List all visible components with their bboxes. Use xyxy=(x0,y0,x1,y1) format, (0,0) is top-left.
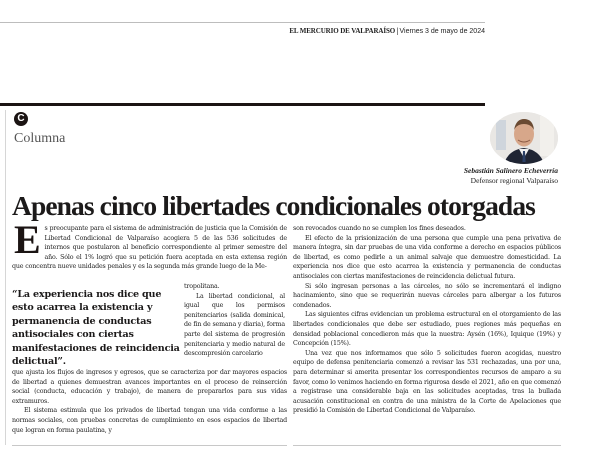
masthead-separator: | xyxy=(396,27,399,35)
column-badge-icon: C xyxy=(14,112,28,126)
paragraph: Si sólo ingresan personas a las cárceles, no sólo se incrementará el indigno hacinamiento, sino que se requerirán nuevas cárceles para albergar a los futuros condenados. xyxy=(293,282,561,309)
pull-quote: “La experiencia nos dice que esto acarrea la existencia y permanencia de conductas antisociales con ciertas manifestaciones de reincidencia delictual”. xyxy=(12,289,180,368)
top-divider xyxy=(0,22,485,23)
paragraph-continued: que ajusta los flujos de ingresos y egresos, que se caracteriza por dar mayores espacios de libertad a quienes demuestran avances importantes en el proceso de reinserción social (conducta, educación y trabajo), de manera de prepararlos para sus vidas extramuros. xyxy=(12,369,287,405)
author-name: Sebastián Salinero Echeverría xyxy=(463,166,558,175)
paragraph: La libertad condicional, al igual que los permisos penitenciarios (salida dominical, de fin de semana y diaria), forma parte del sistema de progresión penitenciaria y medio natural de descompresión carcelario xyxy=(184,292,285,358)
author-role: Defensor regional Valparaíso xyxy=(470,176,558,185)
paragraph: El sistema estimula que los privados de libertad tengan una vida conforme a las normas sociales, con pruebas concretas de cumplimiento en esos espacios de libertad que logran en forma paulatina, y xyxy=(12,407,287,434)
section-label: Columna xyxy=(14,131,66,146)
bottom-divider-right xyxy=(293,445,561,446)
masthead xyxy=(289,27,485,35)
drop-cap: E xyxy=(14,217,41,262)
lower-left-column xyxy=(12,368,287,435)
narrow-column xyxy=(184,282,285,359)
newspaper-name: EL MERCURIO DE VALPARAÍSO xyxy=(289,27,396,35)
paragraph: Las siguientes cifras evidencian un problema estructural en el otorgamiento de las libertades condicionales que debe ser estudiado, pues regiones más pequeñas en densidad poblacional concedieron más que la nuestra: Aysén (16%), Iquique (19%) y Concepción (15%). xyxy=(293,311,561,348)
paragraph: El efecto de la prisionización de una persona que cumple una pena privativa de manera íntegra, sin dar pruebas de una vida conforme a derecho en espacios públicos de libertad, es como pedirle a un animal salvaje que demuestre domesticidad. La experiencia nos dice que esto acarrea la existencia y permanencia de conductas antisociales con ciertas manifestaciones de reincidencia delictual futura. xyxy=(293,234,561,280)
headline: Apenas cinco libertades condicionales otorgadas xyxy=(12,190,535,221)
paragraph-continued: son revocados cuando no se cumplen los fines deseados. xyxy=(293,225,466,232)
publication-date: Viernes 3 de mayo de 2024 xyxy=(399,28,485,35)
paragraph: Una vez que nos informamos que sólo 5 solicitudes fueron acogidas, nuestro equipo de defensa penitenciaria comenzó a revisar las 531 rechazadas, una por una, para determinar si amerita presentar los correspondientes recursos de amparo a su favor, como lo venimos haciendo en forma rigurosa desde el 2021, año en que comenzó a registrase una considerable baja en las solicitudes aceptadas, tras la bullada acusación constitucional en contra de una ministra de la Corte de Apelaciones que presidió la Comisión de Libertad Condicional de Valparaíso. xyxy=(293,349,561,415)
right-column xyxy=(293,224,561,416)
column-border xyxy=(5,110,6,445)
author-portrait-icon xyxy=(490,112,558,164)
paragraph-end: tropolitana. xyxy=(184,283,220,290)
lead-paragraph xyxy=(12,217,287,272)
section-divider xyxy=(0,103,485,106)
lead-text: s preocupante para el sistema de administración de justicia que la Comisión de Libertad Condicional de Valparaíso acogiera 5 de las 536 solicitudes de internos que postularon al beneficio correspondiente al primer semestre del año. Sólo el 1% logró que su petición fuera aceptada en esta extensa región que concentra nueve unidades penales y es la segunda más grande luego de la Me- xyxy=(12,225,287,271)
bottom-divider-left xyxy=(12,445,287,446)
